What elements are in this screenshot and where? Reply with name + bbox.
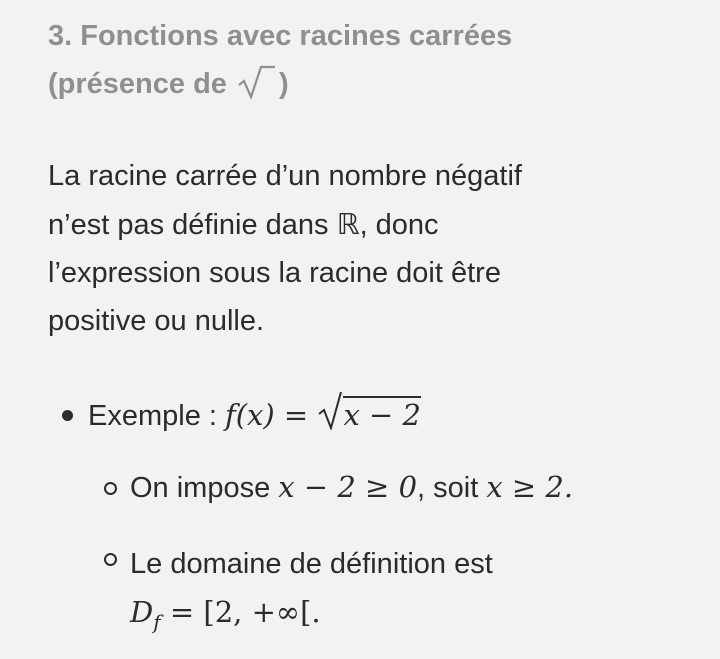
example-radical (317, 396, 421, 433)
sub-bullet-ring-1 (104, 482, 117, 495)
paragraph-line-2-suffix: , donc (359, 209, 439, 241)
paragraph-line-4: positive ou nulle. (48, 305, 265, 337)
heading-line-2 (48, 60, 512, 108)
paragraph-line-1: La racine carrée d’un nombre négatif (48, 160, 522, 192)
example-formula-lhs: f(x) = (225, 398, 318, 432)
square-root-icon (235, 63, 279, 101)
condition-sub-bullet (130, 470, 573, 505)
paragraph-line-3: l’expression sous la racine doit être (48, 257, 501, 289)
example-label: Exemple : (88, 400, 225, 432)
condition-inequality: x − 2 ≥ 0 (278, 470, 418, 504)
heading-line-1: 3. Fonctions avec racines carrées (48, 20, 513, 52)
example-radicand: x − 2 (343, 398, 421, 432)
paragraph-line-2 (48, 200, 648, 249)
domain-symbol: D (130, 595, 154, 629)
domain-subscript: f (153, 609, 161, 634)
paragraph-line-2-prefix: n’est pas définie dans (48, 209, 329, 241)
sub-bullet-ring-2 (104, 553, 117, 566)
section-heading (48, 12, 512, 108)
bullet-dot (62, 410, 73, 421)
example-bullet (88, 396, 421, 433)
heading-suffix: ) (278, 68, 289, 100)
domain-sub-bullet (130, 540, 493, 646)
domain-value: = [2, +∞[. (160, 595, 321, 629)
domain-line-2 (130, 588, 493, 646)
condition-prefix: On impose (130, 472, 279, 504)
condition-middle: , soit (417, 472, 487, 504)
real-numbers-symbol: ℝ (336, 207, 360, 241)
condition-result: x ≥ 2. (486, 470, 574, 504)
domain-line-1: Le domaine de définition est (130, 548, 493, 580)
explanation-paragraph (48, 152, 648, 345)
heading-prefix: (présence de (48, 68, 227, 100)
radical-sign-icon (317, 390, 343, 430)
